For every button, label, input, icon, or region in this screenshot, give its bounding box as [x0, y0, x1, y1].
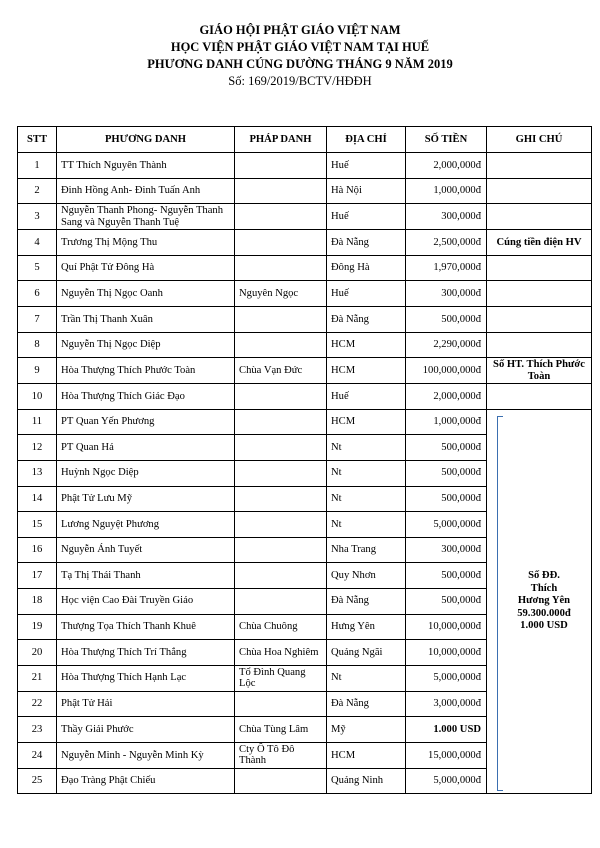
cell-address: Đà Nẵng [327, 306, 406, 332]
cell-amount: 1,970,000đ [406, 255, 487, 281]
cell-dharma-name [235, 384, 327, 410]
cell-amount: 500,000đ [406, 563, 487, 589]
cell-dharma-name [235, 537, 327, 563]
cell-amount: 10,000,000đ [406, 640, 487, 666]
cell-amount: 1.000 USD [406, 717, 487, 743]
cell-name: PT Quan Há [57, 435, 235, 461]
cell-note [487, 281, 592, 307]
donor-table [17, 126, 592, 794]
cell-stt: 22 [18, 691, 57, 717]
cell-dharma-name [235, 768, 327, 794]
cell-amount: 5,000,000đ [406, 665, 487, 691]
cell-stt: 25 [18, 768, 57, 794]
cell-address: Nt [327, 435, 406, 461]
cell-address: Quảng Ngãi [327, 640, 406, 666]
cell-amount: 300,000đ [406, 204, 487, 230]
table-row [18, 332, 592, 358]
group-note-cell [487, 409, 592, 794]
cell-amount: 2,000,000đ [406, 153, 487, 179]
cell-note [487, 153, 592, 179]
cell-stt: 15 [18, 512, 57, 538]
cell-stt: 13 [18, 460, 57, 486]
cell-stt: 14 [18, 486, 57, 512]
col-header-note: GHI CHÚ [487, 127, 592, 153]
cell-address: Quảng Ninh [327, 768, 406, 794]
cell-note [487, 255, 592, 281]
header-line-3: PHƯƠNG DANH CÚNG DƯỜNG THÁNG 9 NĂM 2019 [147, 57, 453, 71]
cell-address: HCM [327, 742, 406, 768]
cell-address: HCM [327, 358, 406, 384]
col-header-name: PHƯƠNG DANH [57, 127, 235, 153]
cell-address: HCM [327, 409, 406, 435]
cell-amount: 500,000đ [406, 306, 487, 332]
group-note-line-2: Thích [530, 582, 558, 594]
cell-name: Nguyễn Thị Ngọc Diệp [57, 332, 235, 358]
header-line-1: GIÁO HỘI PHẬT GIÁO VIỆT NAM [199, 23, 401, 37]
document-number: Số: 169/2019/BCTV/HĐĐH [228, 74, 372, 88]
cell-dharma-name [235, 306, 327, 332]
cell-amount: 2,000,000đ [406, 384, 487, 410]
col-header-address: ĐỊA CHỈ [327, 127, 406, 153]
cell-amount: 100,000,000đ [406, 358, 487, 384]
cell-stt: 2 [18, 178, 57, 204]
cell-amount: 1,000,000đ [406, 178, 487, 204]
cell-name: Hòa Thượng Thích Trí Thắng [57, 640, 235, 666]
cell-address: Hà Nội [327, 178, 406, 204]
cell-name: Trần Thị Thanh Xuân [57, 306, 235, 332]
cell-name: PT Quan Yến Phương [57, 409, 235, 435]
cell-note [487, 204, 592, 230]
cell-stt: 1 [18, 153, 57, 179]
cell-dharma-name: Chùa Chuông [235, 614, 327, 640]
table-header-row [18, 127, 592, 153]
cell-dharma-name [235, 204, 327, 230]
cell-stt: 7 [18, 306, 57, 332]
table-row [18, 358, 592, 384]
cell-name: Học viện Cao Đài Truyền Giáo [57, 588, 235, 614]
cell-stt: 21 [18, 665, 57, 691]
cell-address: Huế [327, 281, 406, 307]
cell-name: Phật Tử Hải [57, 691, 235, 717]
cell-name: Đạo Tràng Phật Chiếu [57, 768, 235, 794]
cell-address: Hưng Yên [327, 614, 406, 640]
cell-stt: 17 [18, 563, 57, 589]
cell-name: Lương Nguyệt Phương [57, 512, 235, 538]
cell-stt: 23 [18, 717, 57, 743]
cell-amount: 500,000đ [406, 486, 487, 512]
cell-stt: 12 [18, 435, 57, 461]
cell-name: Nguyễn Minh - Nguyễn Minh Kỳ [57, 742, 235, 768]
cell-stt: 19 [18, 614, 57, 640]
cell-address: Nt [327, 512, 406, 538]
table-row [18, 153, 592, 179]
cell-amount: 500,000đ [406, 460, 487, 486]
cell-address: Nt [327, 665, 406, 691]
cell-amount: 15,000,000đ [406, 742, 487, 768]
cell-note [487, 332, 592, 358]
cell-address: Đà Nẵng [327, 588, 406, 614]
cell-amount: 5,000,000đ [406, 512, 487, 538]
table-row [18, 306, 592, 332]
cell-note: Cúng tiền điện HV [487, 230, 592, 256]
cell-dharma-name [235, 691, 327, 717]
cell-name: Đinh Hồng Anh- Đinh Tuấn Anh [57, 178, 235, 204]
cell-stt: 3 [18, 204, 57, 230]
cell-name: TT Thích Nguyên Thành [57, 153, 235, 179]
cell-amount: 1,000,000đ [406, 409, 487, 435]
table-row [18, 204, 592, 230]
cell-name: Phật Tử Lưu Mỹ [57, 486, 235, 512]
cell-amount: 2,290,000đ [406, 332, 487, 358]
cell-dharma-name [235, 178, 327, 204]
cell-name: Hòa Thượng Thích Phước Toàn [57, 358, 235, 384]
cell-note [487, 384, 592, 410]
cell-dharma-name [235, 512, 327, 538]
cell-dharma-name: Chùa Vạn Đức [235, 358, 327, 384]
cell-name: Thầy Giải Phước [57, 717, 235, 743]
table-row [18, 384, 592, 410]
cell-address: Nt [327, 486, 406, 512]
cell-amount: 300,000đ [406, 281, 487, 307]
cell-dharma-name [235, 332, 327, 358]
cell-dharma-name [235, 230, 327, 256]
cell-stt: 4 [18, 230, 57, 256]
table-row [18, 230, 592, 256]
cell-name: Huỳnh Ngọc Diệp [57, 460, 235, 486]
group-note-line-4: 59.300.000đ [517, 607, 571, 619]
cell-address: Nt [327, 460, 406, 486]
cell-dharma-name [235, 153, 327, 179]
group-note-line-5: 1.000 USD [520, 620, 568, 632]
cell-amount: 500,000đ [406, 588, 487, 614]
cell-stt: 6 [18, 281, 57, 307]
cell-address: Đà Nẵng [327, 691, 406, 717]
cell-note: Số HT. Thích Phước Toàn [487, 358, 592, 384]
cell-stt: 24 [18, 742, 57, 768]
cell-name: Quí Phật Tử Đông Hà [57, 255, 235, 281]
cell-name: Nguyễn Thị Ngọc Oanh [57, 281, 235, 307]
table-row [18, 281, 592, 307]
cell-name: Thượng Tọa Thích Thanh Khuê [57, 614, 235, 640]
cell-address: Quy Nhơn [327, 563, 406, 589]
cell-dharma-name [235, 588, 327, 614]
cell-address: Đà Nẵng [327, 230, 406, 256]
cell-dharma-name [235, 486, 327, 512]
cell-address: Mỹ [327, 717, 406, 743]
cell-stt: 16 [18, 537, 57, 563]
cell-stt: 18 [18, 588, 57, 614]
cell-dharma-name: Tổ Đình Quang Lộc [235, 665, 327, 691]
table-row [18, 255, 592, 281]
table-row [18, 178, 592, 204]
cell-note [487, 306, 592, 332]
cell-stt: 5 [18, 255, 57, 281]
cell-name: Nguyễn Thanh Phong- Nguyễn Thanh Sang và Nguyễn Thanh Tuệ [57, 204, 235, 230]
cell-dharma-name [235, 563, 327, 589]
document-header [0, 22, 600, 90]
cell-stt: 10 [18, 384, 57, 410]
group-note-line-1: Số ĐĐ. [528, 570, 560, 582]
cell-amount: 3,000,000đ [406, 691, 487, 717]
cell-dharma-name [235, 460, 327, 486]
cell-name: Tạ Thị Thái Thanh [57, 563, 235, 589]
table-row [18, 409, 592, 435]
col-header-amount: SỐ TIỀN [406, 127, 487, 153]
cell-dharma-name: Chùa Tùng Lâm [235, 717, 327, 743]
cell-dharma-name: Chùa Hoa Nghiêm [235, 640, 327, 666]
col-header-dharma-name: PHÁP DANH [235, 127, 327, 153]
cell-note [487, 178, 592, 204]
cell-amount: 5,000,000đ [406, 768, 487, 794]
cell-dharma-name: Nguyên Ngọc [235, 281, 327, 307]
cell-amount: 2,500,000đ [406, 230, 487, 256]
col-header-stt: STT [18, 127, 57, 153]
header-line-2: HỌC VIỆN PHẬT GIÁO VIỆT NAM TẠI HUẾ [170, 40, 430, 54]
cell-stt: 20 [18, 640, 57, 666]
cell-address: Huế [327, 384, 406, 410]
cell-address: Huế [327, 153, 406, 179]
cell-amount: 10,000,000đ [406, 614, 487, 640]
bracket-line [497, 416, 503, 792]
cell-stt: 11 [18, 409, 57, 435]
cell-address: Đông Hà [327, 255, 406, 281]
cell-address: Nha Trang [327, 537, 406, 563]
group-note-line-3: Hương Yên [517, 595, 571, 607]
cell-dharma-name: Cty Ô Tô Đô Thành [235, 742, 327, 768]
cell-name: Hòa Thượng Thích Hạnh Lạc [57, 665, 235, 691]
cell-amount: 300,000đ [406, 537, 487, 563]
cell-name: Nguyễn Ánh Tuyết [57, 537, 235, 563]
cell-dharma-name [235, 435, 327, 461]
cell-dharma-name [235, 255, 327, 281]
cell-address: HCM [327, 332, 406, 358]
cell-amount: 500,000đ [406, 435, 487, 461]
cell-stt: 8 [18, 332, 57, 358]
cell-address: Huế [327, 204, 406, 230]
cell-name: Hòa Thượng Thích Giác Đạo [57, 384, 235, 410]
cell-dharma-name [235, 409, 327, 435]
cell-stt: 9 [18, 358, 57, 384]
cell-name: Trương Thị Mộng Thu [57, 230, 235, 256]
